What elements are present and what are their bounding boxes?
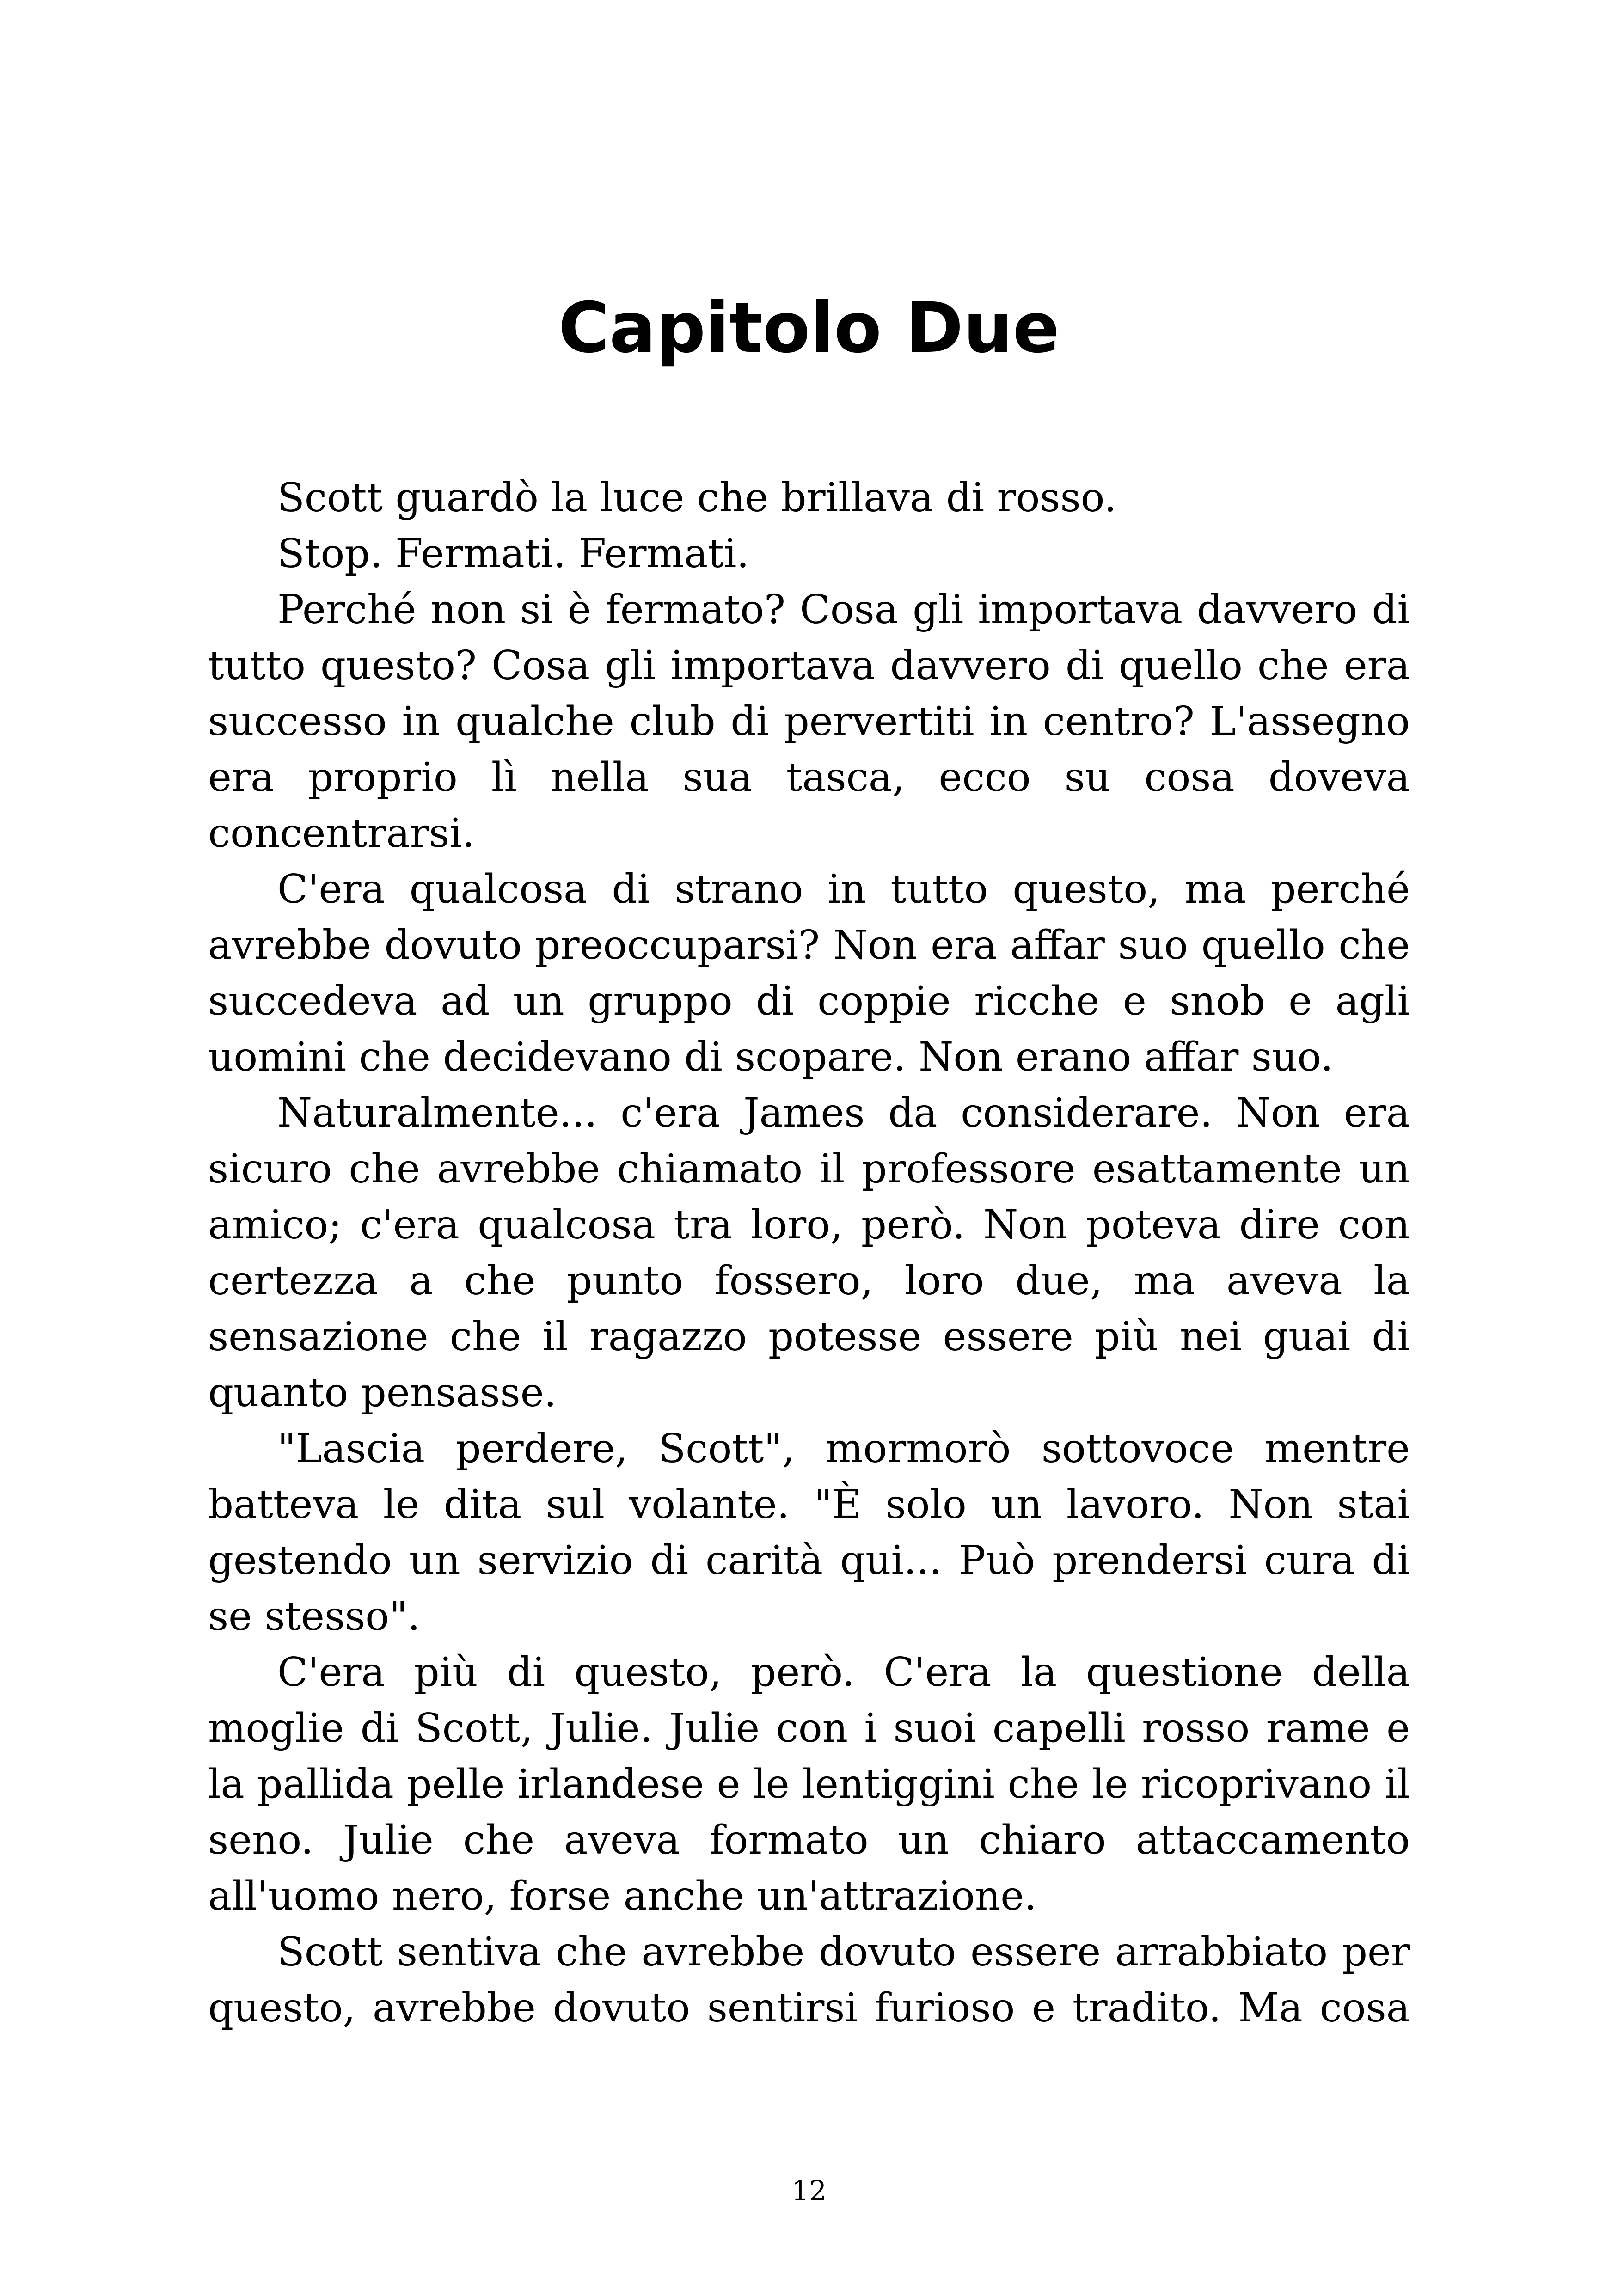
paragraph: C'era più di questo, però. C'era la questione della moglie di Scott, Julie. Julie con i suoi capelli rosso rame e la pallida pelle irlandese e le lentiggini che le ricoprivano il seno. Julie che aveva formato un chiaro attaccamento all'uomo nero, forse anche un'attrazione.: [208, 1649, 1410, 1919]
paragraph: Stop. Fermati. Fermati.: [277, 531, 749, 577]
paragraph: Naturalmente... c'era James da considerare. Non era sicuro che avrebbe chiamato il professore esattamente un amico; c'era qualcosa tra loro, però. Non poteva dire con certezza a che punto fossero, loro due, ma aveva la sensazione che il ragazzo potesse essere più nei guai di quanto pensasse.: [208, 1090, 1410, 1416]
chapter-body: [208, 470, 1410, 2036]
paragraph: C'era qualcosa di strano in tutto questo, ma perché avrebbe dovuto preoccuparsi? Non era affar suo quello che succedeva ad un gruppo di coppie ricche e snob e agli uomini che decidevano di scopare. Non erano affar suo.: [208, 866, 1410, 1080]
page-number: 12: [791, 2175, 827, 2207]
paragraph: "Lascia perdere, Scott", mormorò sottovoce mentre batteva le dita sul volante. "È solo un lavoro. Non stai gestendo un servizio di carità qui... Può prendersi cura di se stesso".: [208, 1426, 1410, 1640]
paragraph: Perché non si è fermato? Cosa gli importava davvero di tutto questo? Cosa gli importava davvero di quello che era successo in qualche club di pervertiti in centro? L'assegno era proprio lì nella sua tasca, ecco su cosa doveva concentrarsi.: [208, 587, 1410, 857]
chapter-title: Capitolo Due: [558, 288, 1060, 368]
paragraph: Scott guardò la luce che brillava di rosso.: [277, 475, 1117, 521]
paragraph-last: Scott sentiva che avrebbe dovuto essere arrabbiato per questo, avrebbe dovuto sentirsi furioso e tradito. Ma cosa: [208, 1929, 1410, 2031]
